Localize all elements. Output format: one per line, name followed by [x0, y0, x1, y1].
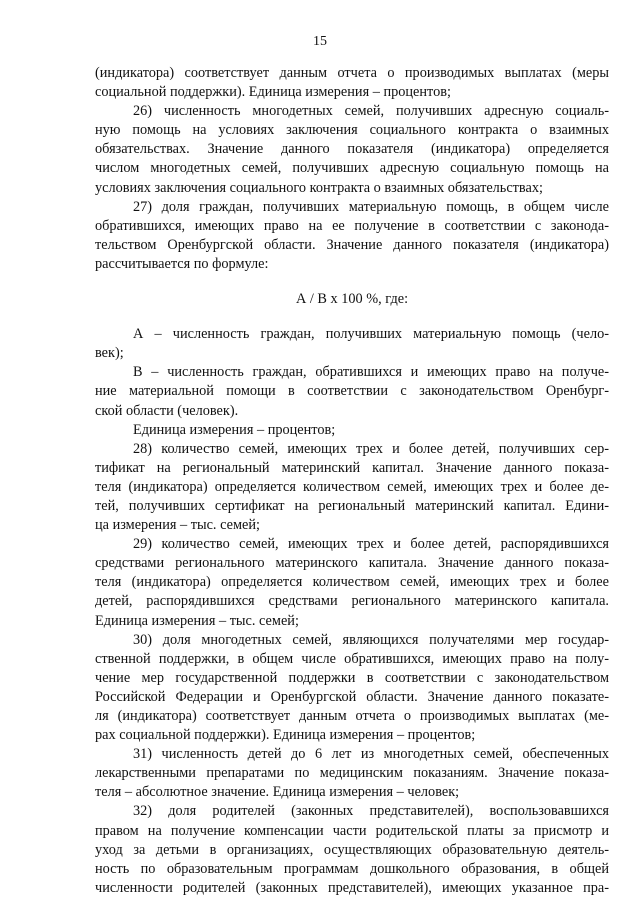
text-line: чение мер государственной поддержки в соответствии с законодательством	[95, 669, 609, 686]
text-line: численности родителей (законных представителей), имеющих указанное пра-	[95, 879, 609, 896]
text-line: (индикатора) соответствует данным отчета о производимых выплатах (меры	[95, 65, 609, 81]
text-line: теля (индикатора) определяется количеством семей, имеющих трех и более	[95, 574, 609, 591]
text-line: средствами регионального материнского капитала. Значение данного показа-	[95, 555, 609, 572]
text-line: рассчитывается по формуле:	[95, 255, 269, 272]
text-line: социальной поддержки). Единица измерения – процентов;	[95, 84, 451, 101]
text-line: Единица измерения – тыс. семей;	[95, 612, 299, 629]
text-line: 29) количество семей, имеющих трех и более детей, распорядившихся	[133, 536, 609, 553]
text-line: условиях заключения социального контракта о взаимных обязательствах;	[95, 179, 543, 196]
text-line: 32) доля родителей (законных представителей), воспользовавшихся	[133, 803, 609, 820]
text-line: детей, распорядившихся средствами регионального материнского капитала.	[95, 593, 609, 610]
text-line: рах социальной поддержки). Единица измерения – процентов;	[95, 727, 476, 744]
text-line: обратившихся, имеющих право на ее получение в соответствии с законода-	[95, 217, 609, 234]
text-line: уход за детьми в организациях, осуществляющих образовательную деятель-	[95, 841, 609, 858]
text-line: ца измерения – тыс. семей;	[95, 517, 260, 534]
page-number: 15	[313, 34, 327, 49]
text-line: ственной поддержки, в общем числе обратившихся, имеющих право на полу-	[95, 650, 609, 667]
text-line: ской области (человек).	[95, 402, 239, 419]
text-line: Российской Федерации и Оренбургской области. Значение данного показате-	[95, 688, 609, 705]
text-line: 28) количество семей, имеющих трех и более детей, получивших сер-	[133, 440, 609, 457]
text-line: тей, получивших сертификат на региональный материнский капитал. Едини-	[95, 497, 609, 514]
text-line: тельством Оренбургской области. Значение данного показателя (индикатора)	[95, 236, 609, 253]
text-line: 27) доля граждан, получивших материальную помощь, в общем числе	[133, 198, 609, 215]
text-line: теля – абсолютное значение. Единица измерения – человек;	[95, 784, 460, 801]
text-line: тификат на региональный материнский капитал. Значение данного показа-	[95, 459, 609, 476]
text-line: ние материальной помощи в соответствии с законодательством Оренбург-	[95, 383, 609, 400]
formula-line: А / В х 100 %, где:	[295, 291, 409, 308]
text-line: правом на получение компенсации части родительской платы за присмотр и	[95, 822, 609, 839]
text-line: 26) численность многодетных семей, получивших адресную социаль-	[133, 103, 609, 120]
text-line: ную помощь на условиях заключения социального контракта о взаимных	[95, 122, 609, 139]
text-line: лекарственными препаратами по медицинским показаниям. Значение показа-	[95, 765, 609, 782]
text-line: век);	[95, 345, 124, 362]
text-line: 30) доля многодетных семей, являющихся получателями мер государ-	[133, 631, 609, 648]
text-line: В – численность граждан, обратившихся и имеющих право на получе-	[133, 364, 609, 381]
text-line: 31) численность детей до 6 лет из многодетных семей, обеспеченных	[133, 746, 609, 763]
document-body	[95, 64, 609, 898]
text-line: обязательствах. Значение данного показателя (индикатора) определяется	[95, 141, 609, 158]
text-line: теля (индикатора) определяется количеством семей, имеющих трех и более де-	[95, 478, 609, 495]
text-line: ля (индикатора) соответствует данным отчета о производимых выплатах (ме-	[95, 708, 609, 724]
text-line: А – численность граждан, получивших материальную помощь (чело-	[133, 326, 609, 343]
text-line: числом многодетных семей, получивших адресную социальную помощь на	[95, 160, 609, 177]
text-line: ность по образовательным программам дошкольного образования, в общей	[95, 860, 609, 877]
text-line: Единица измерения – процентов;	[133, 421, 336, 438]
